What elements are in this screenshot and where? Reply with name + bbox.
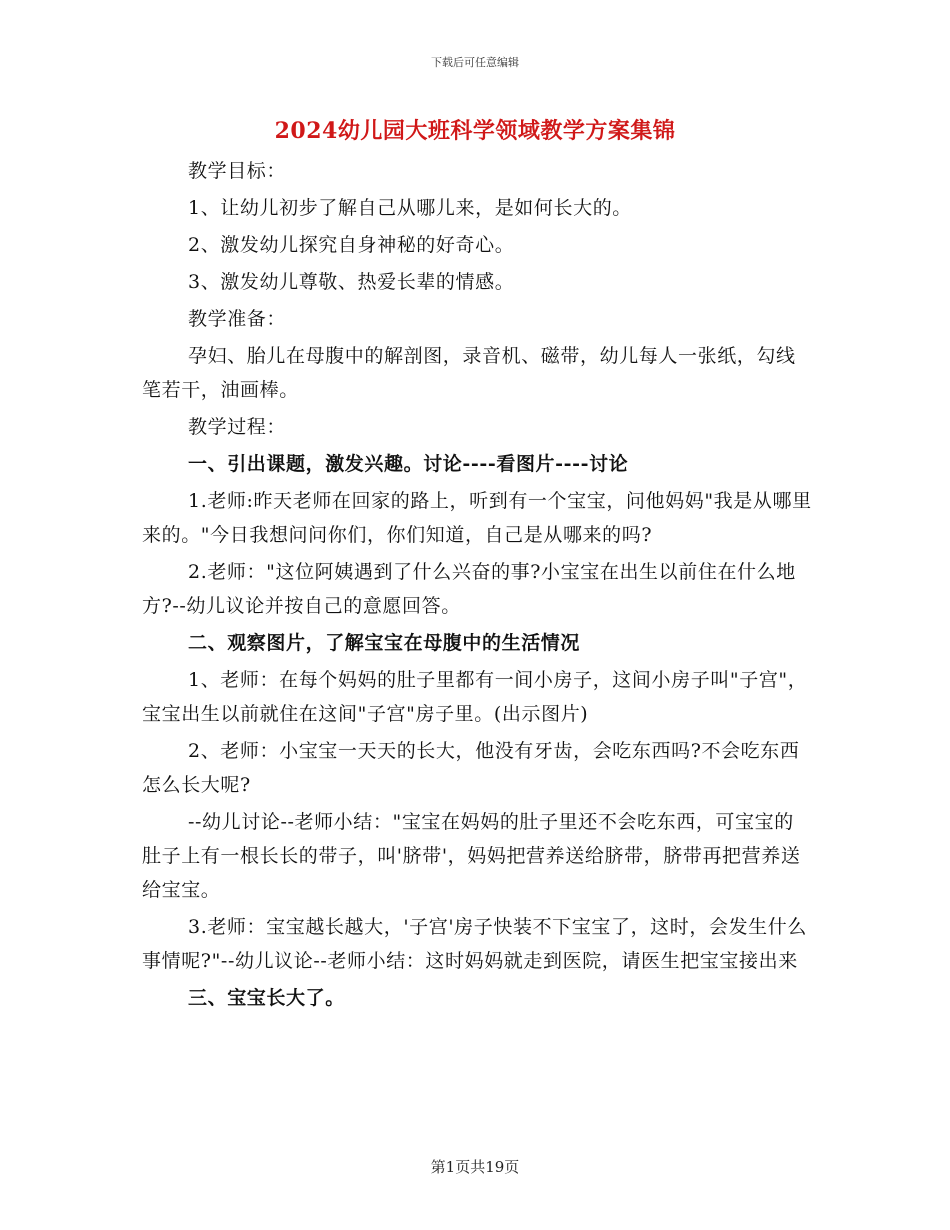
goal-item-3: 3、激发幼儿尊敬、热爱长辈的情感。: [188, 271, 515, 293]
process-step-2-item-3: 3.老师：宝宝越长越大，'子宫'房子快装不下宝宝了，这时，会发生什么事情呢?"--幼儿议论--老师小结：这时妈妈就走到医院，请医生把宝宝接出来: [142, 916, 807, 972]
process-step-2-heading: 二、观察图片，了解宝宝在母腹中的生活情况: [188, 632, 581, 654]
page-number: 第1页共19页: [430, 1158, 520, 1176]
process-step-1-item-1: 1.老师:昨天老师在回家的路上，听到有一个宝宝，问他妈妈"我是从哪里来的。"今日我想问问你们，你们知道，自己是从哪来的吗?: [142, 490, 812, 546]
process-step-1-item-2: 2.老师："这位阿姨遇到了什么兴奋的事?小宝宝在出生以前住在什么地方?--幼儿议论并按自己的意愿回答。: [142, 561, 796, 617]
process-step-2-item-2: 2、老师：小宝宝一天天的长大，他没有牙齿，会吃东西吗?不会吃东西怎么长大呢?: [142, 740, 800, 796]
process-step-2-summary: --幼儿讨论--老师小结："宝宝在妈妈的肚子里还不会吃东西，可宝宝的肚子上有一根长长的带子，叫'脐带'，妈妈把营养送给脐带，脐带再把营养送给宝宝。: [142, 811, 801, 901]
section-heading-preparation: 教学准备：: [188, 308, 287, 330]
goal-item-1: 1、让幼儿初步了解自己从哪儿来，是如何长大的。: [188, 197, 632, 219]
document-body: [142, 154, 812, 1015]
process-step-1-heading: 一、引出课题，激发兴趣。讨论----看图片----讨论: [188, 453, 629, 475]
section-heading-process: 教学过程：: [188, 416, 287, 438]
section-heading-goals: 教学目标：: [188, 160, 287, 182]
document-title: 2024幼儿园大班科学领域教学方案集锦: [274, 118, 676, 144]
process-step-3-heading: 三、宝宝长大了。: [188, 987, 345, 1009]
preparation-text: 孕妇、胎儿在母腹中的解剖图，录音机、磁带，幼儿每人一张纸，勾线笔若干，油画棒。: [142, 345, 796, 401]
header-note: 下载后可任意编辑: [431, 56, 519, 69]
goal-item-2: 2、激发幼儿探究自身神秘的好奇心。: [188, 234, 515, 256]
process-step-2-item-1: 1、老师：在每个妈妈的肚子里都有一间小房子，这间小房子叫"子宫"，宝宝出生以前就住在这间"子宫"房子里。(出示图片): [142, 669, 808, 725]
